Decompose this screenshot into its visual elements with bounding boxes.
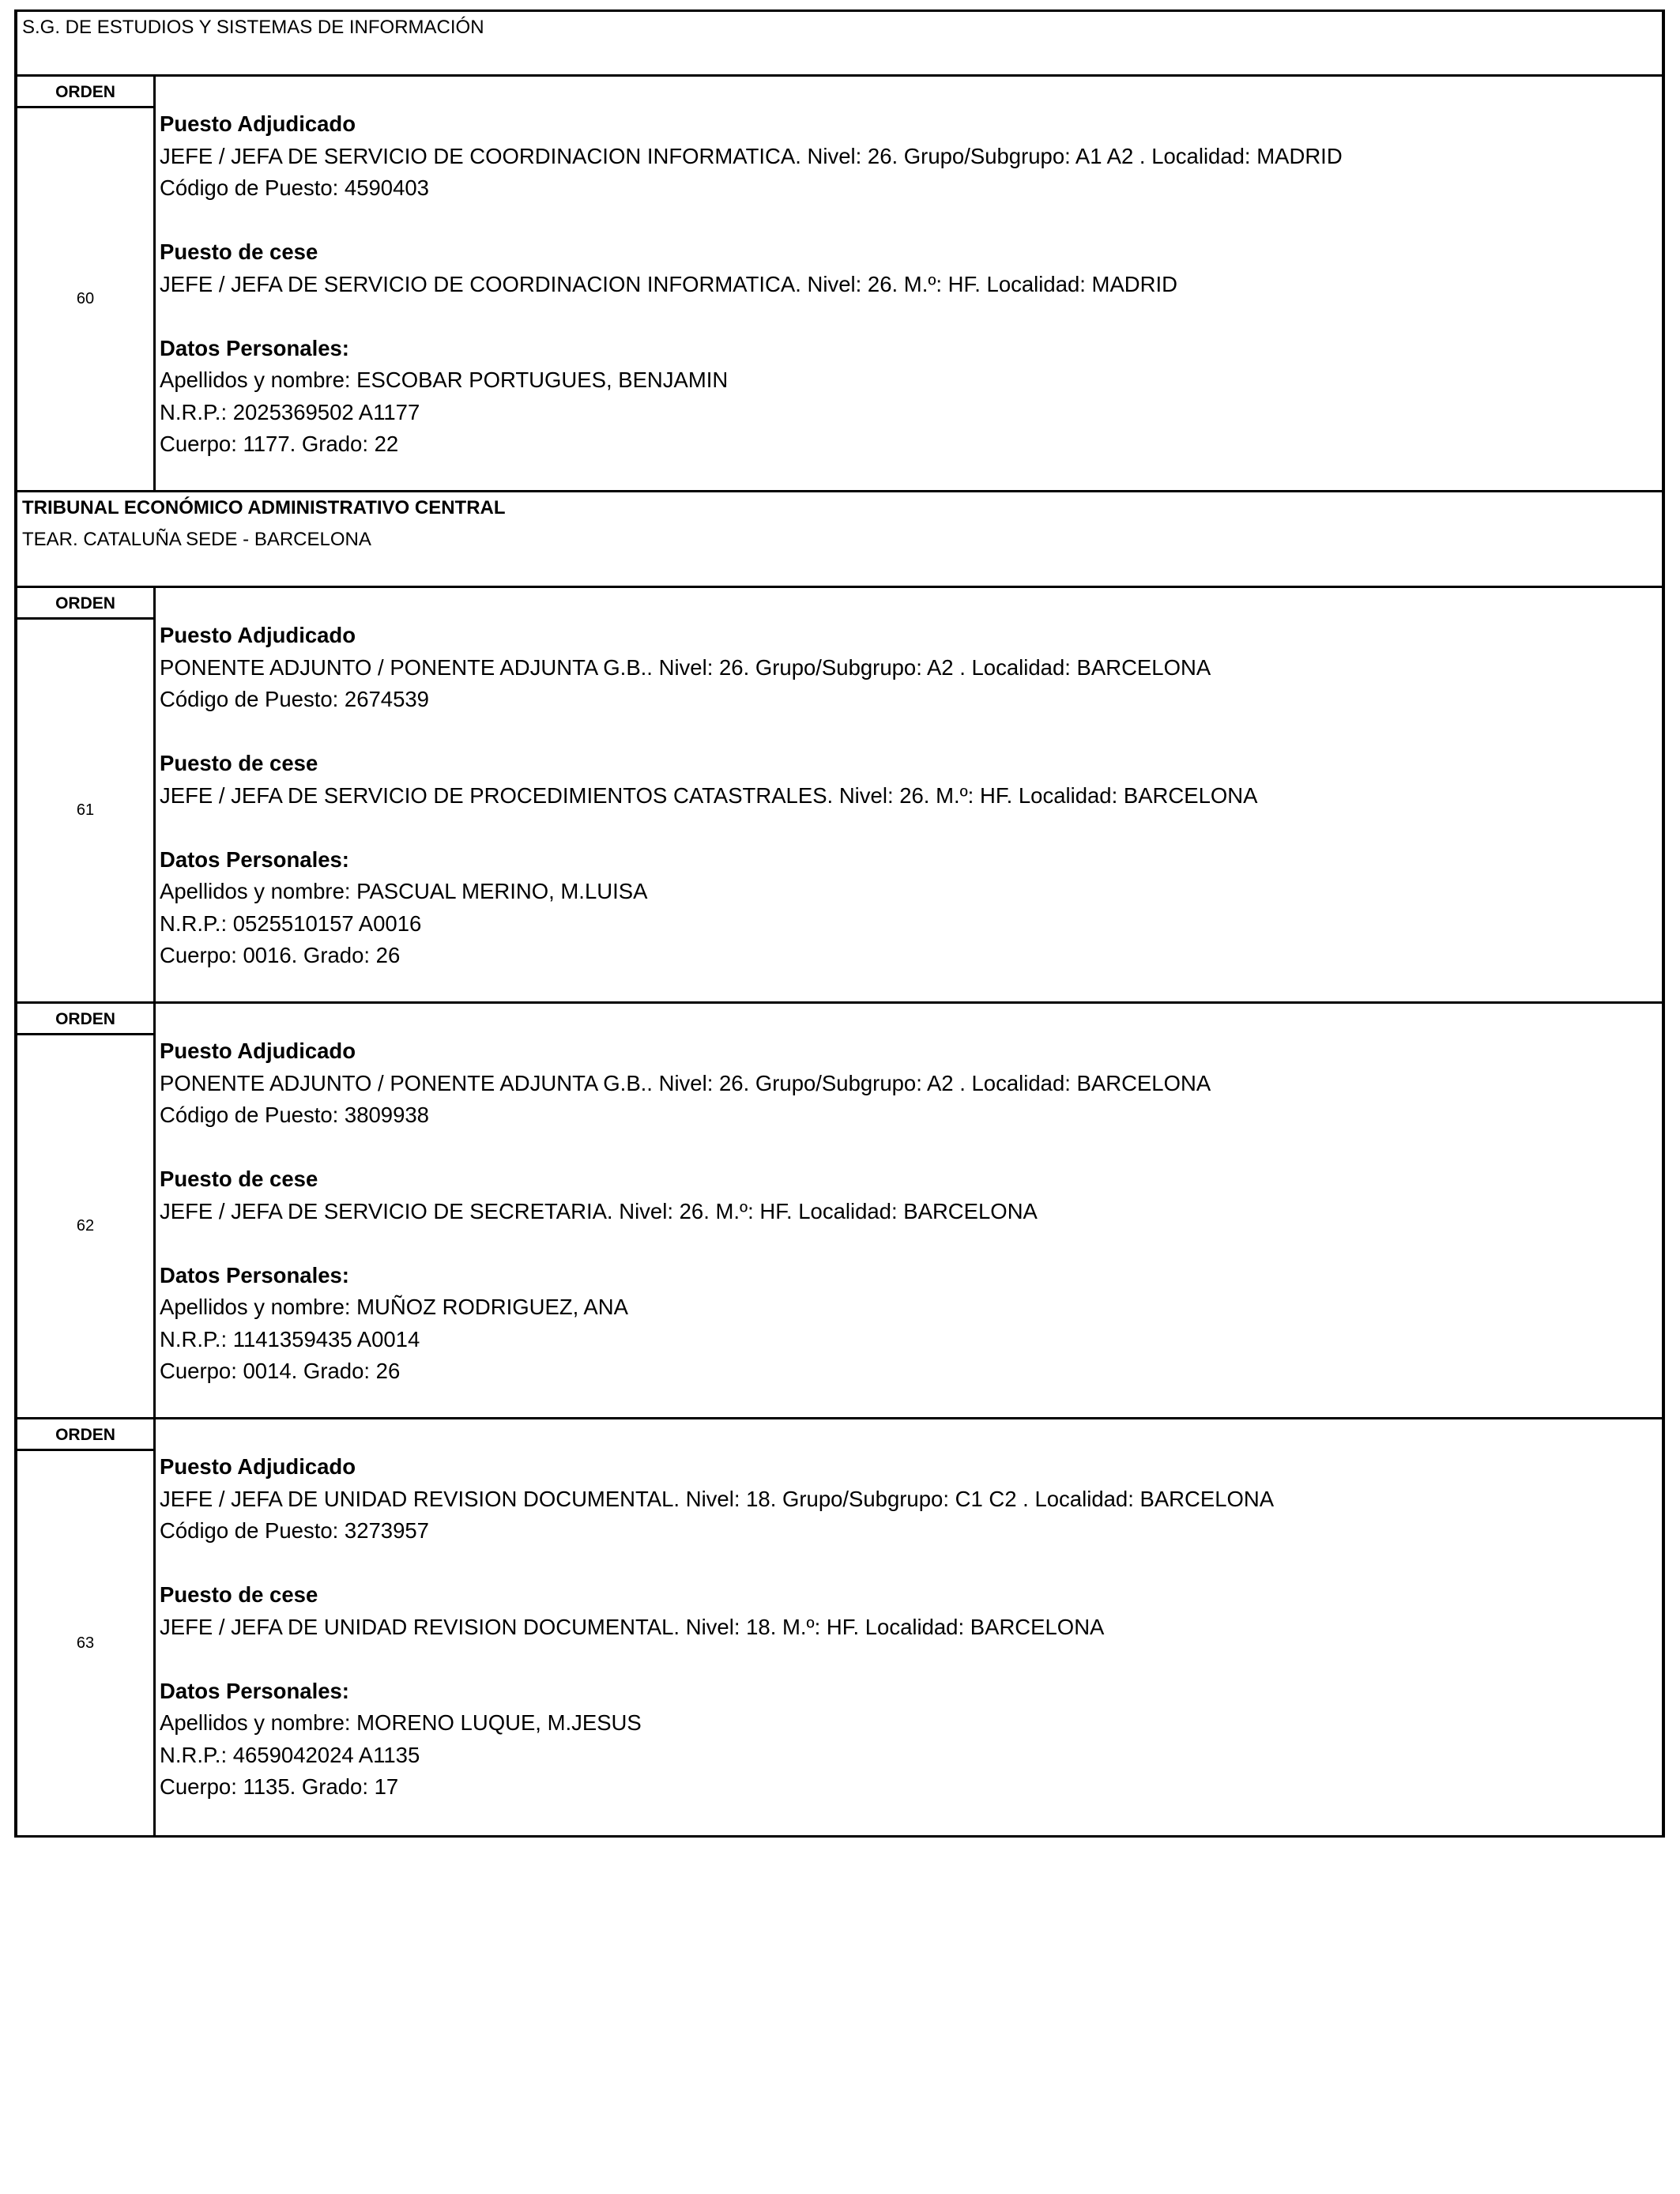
section-header-tribunal xyxy=(17,492,1662,588)
orden-label: ORDEN xyxy=(17,588,153,620)
puesto-cese-heading: Puesto de cese xyxy=(160,751,318,775)
puesto-cese-text: JEFE / JEFA DE SERVICIO DE COORDINACION INFORMATICA. Nivel: 26. M.º: HF. Localidad: MADRID xyxy=(160,271,1178,296)
orden-label: ORDEN xyxy=(17,77,153,108)
cuerpo-grado: Cuerpo: 1177. Grado: 22 xyxy=(160,432,399,456)
nrp: N.R.P.: 0525510157 A0016 xyxy=(160,910,422,936)
orden-number: 61 xyxy=(76,801,95,819)
puesto-adjudicado-text: PONENTE ADJUNTO / PONENTE ADJUNTA G.B.. Nivel: 26. Grupo/Subgrupo: A2 . Localidad: BARCELONA xyxy=(160,654,1211,680)
codigo-puesto: Código de Puesto: 3273957 xyxy=(160,1518,429,1543)
datos-personales-heading: Datos Personales: xyxy=(160,846,349,872)
record-details xyxy=(156,1004,1662,1417)
puesto-cese-heading: Puesto de cese xyxy=(160,239,318,264)
section-title: TRIBUNAL ECONÓMICO ADMINISTRATIVO CENTRAL xyxy=(22,497,506,518)
puesto-cese-heading: Puesto de cese xyxy=(160,1167,318,1191)
cuerpo-grado: Cuerpo: 0014. Grado: 26 xyxy=(160,1359,401,1383)
section-title: S.G. DE ESTUDIOS Y SISTEMAS DE INFORMACIÓN xyxy=(22,17,484,38)
record-row xyxy=(17,1419,1662,1835)
puesto-cese-text: JEFE / JEFA DE UNIDAD REVISION DOCUMENTAL. Nivel: 18. M.º: HF. Localidad: BARCELONA xyxy=(160,1614,1105,1639)
document-table xyxy=(14,9,1665,1838)
nrp: N.R.P.: 1141359435 A0014 xyxy=(160,1326,420,1351)
orden-number: 63 xyxy=(76,1634,95,1652)
puesto-cese-heading: Puesto de cese xyxy=(160,1582,318,1607)
datos-personales-heading: Datos Personales: xyxy=(160,1262,349,1287)
puesto-adjudicado-heading: Puesto Adjudicado xyxy=(160,111,356,136)
nrp: N.R.P.: 2025369502 A1177 xyxy=(160,399,420,424)
record-row xyxy=(17,77,1662,492)
record-row xyxy=(17,1004,1662,1419)
apellidos-nombre: Apellidos y nombre: MORENO LUQUE, M.JESUS xyxy=(160,1710,642,1735)
section-header-sg-estudios xyxy=(17,12,1662,77)
cuerpo-grado: Cuerpo: 1135. Grado: 17 xyxy=(160,1774,399,1799)
apellidos-nombre: Apellidos y nombre: PASCUAL MERINO, M.LUISA xyxy=(160,879,648,903)
cuerpo-grado: Cuerpo: 0016. Grado: 26 xyxy=(160,943,401,967)
section-subtitle: TEAR. CATALUÑA SEDE - BARCELONA xyxy=(22,529,371,550)
nrp: N.R.P.: 4659042024 A1135 xyxy=(160,1742,420,1767)
orden-column xyxy=(17,588,156,1001)
orden-number: 62 xyxy=(76,1217,95,1235)
puesto-cese-text: JEFE / JEFA DE SERVICIO DE SECRETARIA. Nivel: 26. M.º: HF. Localidad: BARCELONA xyxy=(160,1198,1038,1223)
orden-number: 60 xyxy=(76,290,95,307)
puesto-adjudicado-heading: Puesto Adjudicado xyxy=(160,1039,356,1063)
codigo-puesto: Código de Puesto: 2674539 xyxy=(160,687,429,711)
apellidos-nombre: Apellidos y nombre: MUÑOZ RODRIGUEZ, ANA xyxy=(160,1295,628,1319)
record-details xyxy=(156,77,1662,490)
orden-label: ORDEN xyxy=(17,1419,153,1451)
record-details xyxy=(156,588,1662,1001)
datos-personales-heading: Datos Personales: xyxy=(160,335,349,360)
puesto-adjudicado-text: PONENTE ADJUNTO / PONENTE ADJUNTA G.B.. Nivel: 26. Grupo/Subgrupo: A2 . Localidad: BARCELONA xyxy=(160,1070,1211,1095)
puesto-adjudicado-heading: Puesto Adjudicado xyxy=(160,1454,356,1479)
codigo-puesto: Código de Puesto: 3809938 xyxy=(160,1103,429,1127)
puesto-adjudicado-text: JEFE / JEFA DE SERVICIO DE COORDINACION INFORMATICA. Nivel: 26. Grupo/Subgrupo: A1 A2 . Localidad: MADRID xyxy=(160,143,1343,168)
orden-column xyxy=(17,77,156,490)
record-row xyxy=(17,588,1662,1004)
puesto-adjudicado-text: JEFE / JEFA DE UNIDAD REVISION DOCUMENTAL. Nivel: 18. Grupo/Subgrupo: C1 C2 . Localidad: BARCELONA xyxy=(160,1486,1275,1511)
orden-column xyxy=(17,1419,156,1835)
apellidos-nombre: Apellidos y nombre: ESCOBAR PORTUGUES, BENJAMIN xyxy=(160,368,729,392)
orden-column xyxy=(17,1004,156,1417)
puesto-cese-text: JEFE / JEFA DE SERVICIO DE PROCEDIMIENTOS CATASTRALES. Nivel: 26. M.º: HF. Localidad: BARCELONA xyxy=(160,782,1258,808)
orden-label: ORDEN xyxy=(17,1004,153,1035)
record-details xyxy=(156,1419,1662,1835)
puesto-adjudicado-heading: Puesto Adjudicado xyxy=(160,623,356,647)
datos-personales-heading: Datos Personales: xyxy=(160,1678,349,1703)
codigo-puesto: Código de Puesto: 4590403 xyxy=(160,175,429,200)
